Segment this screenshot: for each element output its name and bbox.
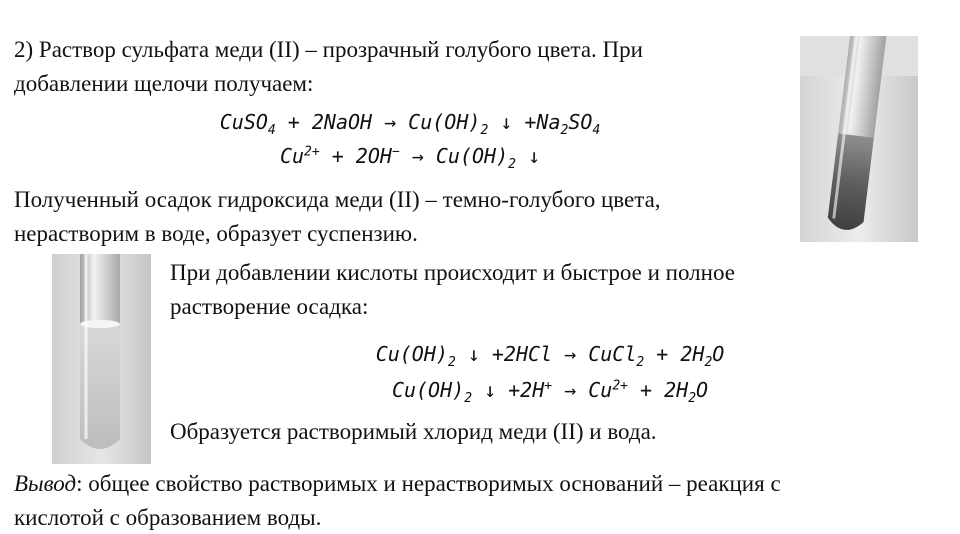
equation-1: CuSO$_4$ + 2NaOH → $Cu(OH)_2$ ↓ $+Na_2SO_4$ bbox=[219, 110, 601, 138]
conclusion-line-2: кислотой с образованием воды. bbox=[14, 505, 322, 530]
test-tube-precipitate-photo bbox=[800, 36, 918, 242]
intro-line-1: 2) Раствор сульфата меди (II) – прозрачный голубого цвета. При bbox=[14, 37, 643, 62]
conclusion-text-1: : общее свойство растворимых и нерастворимых оснований – реакция с bbox=[76, 471, 781, 496]
acid-line-1: При добавлении кислоты происходит и быстрое и полное bbox=[170, 260, 735, 285]
conclusion-label: Вывод bbox=[14, 471, 77, 496]
equation-4: $Cu(OH)_2$ ↓ $+2H^+ \to Cu^{2+} + 2H_2O$ bbox=[391, 378, 709, 406]
intro-line-2: добавлении щелочи получаем: bbox=[14, 71, 314, 96]
equation-3: $Cu(OH)_2$ ↓ +2HCl → CuCl$_2$ + $2H_2O$ bbox=[375, 342, 725, 370]
test-tube-dissolved-photo bbox=[52, 254, 151, 464]
equation-2: $Cu^{2+} + 2OH^- \to Cu(OH)_2$ ↓ bbox=[279, 144, 541, 172]
result-line-2: нерастворим в воде, образует суспензию. bbox=[14, 221, 418, 246]
acid-result: Образуется растворимый хлорид меди (II) и вода. bbox=[170, 419, 657, 444]
conclusion-line-1 bbox=[14, 467, 890, 500]
result-line-1: Полученный осадок гидроксида меди (II) – темно-голубого цвета, bbox=[14, 187, 661, 212]
acid-line-2: растворение осадка: bbox=[170, 294, 369, 319]
